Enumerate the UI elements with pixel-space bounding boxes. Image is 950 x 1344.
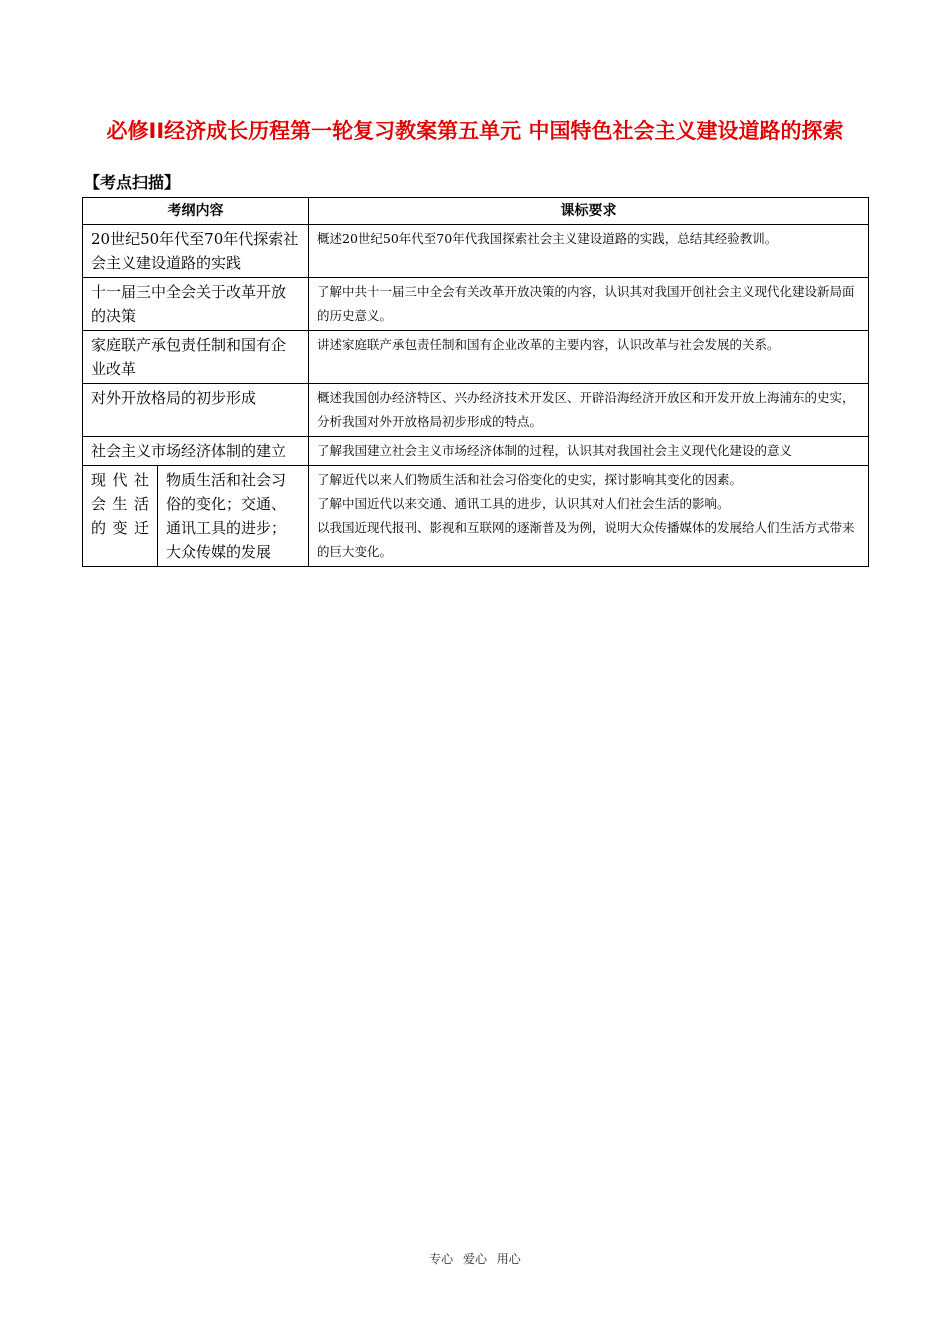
table-row [83,384,869,437]
requirement-cell [309,225,869,278]
requirement-cell [309,384,869,437]
table-header-row [83,198,869,225]
subtopic-cell: 物质生活和社会习俗的变化；交通、通讯工具的进步；大众传媒的发展 [158,466,309,567]
syllabus-table [82,197,869,567]
page-footer: 专心 爱心 用心 [429,1252,521,1266]
section-label: 【考点扫描】 [84,173,181,192]
table-row [83,331,869,384]
requirement-cell [309,278,869,331]
requirement-text: 概述我国创办经济特区、兴办经济技术开发区、开辟沿海经济开放区和开发开放上海浦东的史实，分析我国对外开放格局初步形成的特点。 [317,390,855,429]
table-row [83,437,869,466]
topic-cell: 社会主义市场经济体制的建立 [83,437,309,466]
topic-cell: 十一届三中全会关于改革开放的决策 [83,278,309,331]
requirement-text: 了解近代以来人们物质生活和社会习俗变化的史实，探讨影响其变化的因素。 [317,472,743,487]
topic-cell: 家庭联产承包责任制和国有企业改革 [83,331,309,384]
header-outline-content: 考纲内容 [83,198,309,225]
requirement-text: 了解我国建立社会主义市场经济体制的过程，认识其对我国社会主义现代化建设的意义 [317,443,793,458]
topic-cell: 现代社会生活的变迁 [83,466,158,567]
requirement-text: 概述20世纪50年代至70年代我国探索社会主义建设道路的实践，总结其经验教训。 [317,231,778,246]
header-curriculum-requirements: 课标要求 [309,198,869,225]
table-row [83,278,869,331]
requirement-cell [309,466,869,567]
requirement-cell [309,437,869,466]
topic-cell: 20世纪50年代至70年代探索社会主义建设道路的实践 [83,225,309,278]
table-row [83,466,869,567]
topic-cell: 对外开放格局的初步形成 [83,384,309,437]
requirement-text: 讲述家庭联产承包责任制和国有企业改革的主要内容，认识改革与社会发展的关系。 [317,337,780,352]
requirement-text: 了解中共十一届三中全会有关改革开放决策的内容，认识其对我国开创社会主义现代化建设新局面的历史意义。 [317,284,855,323]
table-row [83,225,869,278]
requirement-cell [309,331,869,384]
requirement-text: 以我国近现代报刊、影视和互联网的逐渐普及为例，说明大众传播媒体的发展给人们生活方式带来的巨大变化。 [317,520,855,559]
requirement-text: 了解中国近代以来交通、通讯工具的进步，认识其对人们社会生活的影响。 [317,496,730,511]
document-title: 必修II经济成长历程第一轮复习教案第五单元 中国特色社会主义建设道路的探索 [106,119,844,143]
